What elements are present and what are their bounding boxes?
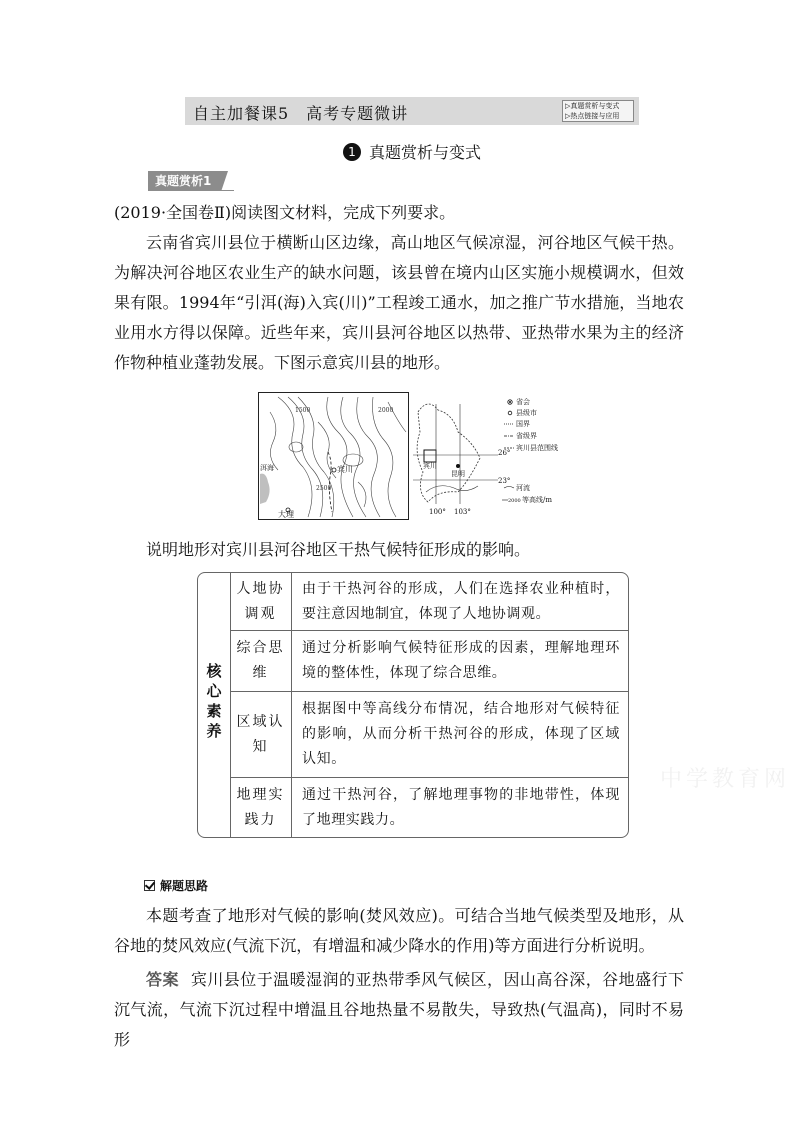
locator-label-binchuan: 宾川 xyxy=(423,462,437,470)
literacy-label: 地理实践力 xyxy=(230,778,292,837)
legend-contour-value: 2000 xyxy=(508,498,521,504)
answer-label: 答案 xyxy=(146,970,179,989)
literacy-desc: 根据图中等高线分布情况，结合地形对气候特征的影响，从而分析干热河谷的形成，体现了区域认知。 xyxy=(302,701,620,767)
nav-item-past-exam[interactable]: ▷真题赏析与变式 xyxy=(565,102,620,110)
solution-approach-text: 本题考查了地形对气候的影响(焚风效应)。可结合当地气候类型及地形，从谷地的焚风效应(气流下沉，有增温和减少降水的作用)等方面进行分析说明。 xyxy=(114,906,684,955)
lesson-title: 自主加餐课5 高考专题微讲 xyxy=(193,104,409,123)
question-prompt: 说明地形对宾川县河谷地区干热气候特征形成的影响。 xyxy=(146,540,531,559)
legend-national-border: 国界 xyxy=(516,420,530,428)
header-nav[interactable] xyxy=(562,100,634,122)
legend-capital: 省会 xyxy=(516,398,530,406)
label-binchuan: 宾川 xyxy=(337,465,353,474)
lon-label: 103° xyxy=(454,508,471,516)
contour-label: 2000 xyxy=(378,407,394,414)
locator-map-panel xyxy=(413,404,510,516)
literacy-desc: 由于干热河谷的形成，人们在选择农业种植时，要注意因地制宜，体现了人地协调观。 xyxy=(302,580,620,622)
answer-text: 宾川县位于温暖湿润的亚热带季风气候区，因山高谷深，谷地盛行下沉气流，气流下沉过程中增温且谷地热量不易散失，导致热(气温高)，同时不易形 xyxy=(114,970,684,1049)
literacy-label: 人地协调观 xyxy=(230,573,292,630)
answer-paragraph xyxy=(114,965,684,1055)
literacy-label: 区域认知 xyxy=(230,692,292,777)
contour-label: 1500 xyxy=(295,407,311,414)
section-title: 真题赏析与变式 xyxy=(369,143,482,162)
lat-label: 26° xyxy=(498,449,511,457)
literacy-row xyxy=(230,631,628,692)
locator-label-kunming: 昆明 xyxy=(451,470,465,478)
question-tag xyxy=(148,171,234,190)
label-dali: 大理 xyxy=(278,510,294,519)
capital-marker xyxy=(456,464,460,468)
solution-approach-label: 解题思路 xyxy=(160,879,209,893)
literacy-desc: 通过干热河谷，了解地理事物的非地带性，体现了地理实践力。 xyxy=(302,786,620,828)
legend-county-boundary: 宾川县范围线 xyxy=(516,444,558,452)
terrain-map xyxy=(258,392,583,520)
core-literacy-heading-cell xyxy=(198,573,231,837)
lon-label: 100° xyxy=(429,508,446,516)
literacy-row xyxy=(230,573,628,631)
contour-map-panel xyxy=(259,393,409,520)
contour-label: 2500 xyxy=(316,485,332,492)
section-number-badge: 1 xyxy=(343,143,361,161)
legend-river: 河流 xyxy=(516,484,530,492)
literacy-label: 综合思维 xyxy=(230,631,292,691)
literacy-desc: 通过分析影响气候特征形成的因素，理解地理环境的整体性，体现了综合思维。 xyxy=(302,640,620,681)
checkbox-icon xyxy=(144,880,155,891)
legend-contour: 等高线/m xyxy=(522,496,552,504)
core-literacy-heading: 核 心 素 养 xyxy=(206,662,222,740)
legend-provincial-border: 省级界 xyxy=(516,432,537,440)
literacy-row xyxy=(230,778,628,837)
label-sea: 洱海 xyxy=(260,464,274,472)
legend-county-city: 县级市 xyxy=(516,409,537,417)
literacy-row xyxy=(230,692,628,778)
solution-approach-heading xyxy=(144,877,208,894)
question-source: (2019·全国卷Ⅱ)阅读图文材料，完成下列要求。 xyxy=(114,203,456,222)
question-material: 云南省宾川县位于横断山区边缘，高山地区气候凉湿，河谷地区气候干热。为解决河谷地区农业生产的缺水问题，该县曾在境内山区实施小规模调水，但效果有限。1994年“引洱(海)入宾(川)”工程竣工通水，加之推广节水措施，当地农业用水方得以保障。近些年来，宾川县河谷地区以热带、亚热带水果为主的经济作物种植业蓬勃发展。下图示意宾川县的地形。 xyxy=(114,233,684,372)
question-tag-label: 真题赏析1 xyxy=(155,174,212,188)
lat-label: 23° xyxy=(498,477,511,485)
section-heading xyxy=(343,140,481,163)
core-literacy-table xyxy=(197,572,629,838)
nav-item-hotspot[interactable]: ▷热点链接与应用 xyxy=(565,112,620,120)
watermark: 中学教育网 xyxy=(660,767,791,792)
